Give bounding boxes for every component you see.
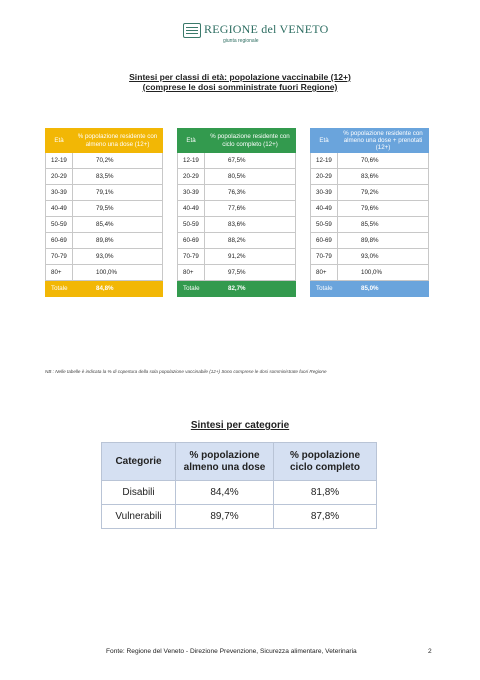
age-cell: 12-19 <box>46 153 73 169</box>
age-cell: 80+ <box>311 265 338 281</box>
region-emblem-icon <box>183 23 201 38</box>
page-title-line2: (comprese le dosi somministrate fuori Regione) <box>142 82 338 92</box>
table-row <box>311 265 429 281</box>
categories-table <box>101 442 377 529</box>
total-label: Totale <box>178 281 205 297</box>
total-label: Totale <box>311 281 338 297</box>
age-cell: 20-29 <box>46 169 73 185</box>
age-cell: 60-69 <box>178 233 205 249</box>
table-row <box>311 201 429 217</box>
table-row <box>102 481 377 505</box>
category-cell: Disabili <box>102 481 176 505</box>
value-cell: 85,4% <box>73 217 163 233</box>
value-cell: 70,6% <box>338 153 429 169</box>
value-cell: 79,5% <box>73 201 163 217</box>
category-column-header: Categorie <box>102 443 176 481</box>
value-cell: 83,6% <box>338 169 429 185</box>
total-value: 84,8% <box>73 281 163 297</box>
age-table-complete-cycle <box>177 128 296 297</box>
age-cell: 50-59 <box>311 217 338 233</box>
categories-title: Sintesi per categorie <box>190 420 290 431</box>
table-row <box>178 185 296 201</box>
total-row <box>178 281 296 297</box>
age-cell: 30-39 <box>311 185 338 201</box>
value-cell: 91,2% <box>205 249 296 265</box>
table-row <box>311 153 429 169</box>
total-row <box>311 281 429 297</box>
table-row <box>311 217 429 233</box>
value-cell: 83,6% <box>205 217 296 233</box>
value-cell: 85,5% <box>338 217 429 233</box>
table-row <box>102 505 377 529</box>
table-row <box>311 169 429 185</box>
table-row <box>311 185 429 201</box>
table-row <box>46 201 163 217</box>
value-cell: 79,6% <box>338 201 429 217</box>
value-column-header: % popolazione residente con almeno una dose (12+) <box>73 129 163 153</box>
region-logo <box>183 22 329 48</box>
value-cell: 89,8% <box>73 233 163 249</box>
age-cell: 50-59 <box>178 217 205 233</box>
total-value: 85,0% <box>338 281 429 297</box>
table-row <box>178 217 296 233</box>
age-cell: 30-39 <box>178 185 205 201</box>
age-cell: 60-69 <box>311 233 338 249</box>
footnote: NB : Nelle tabelle è indicata la % di copertura della sola popolazione vaccinabile (12+) Sono comprese le dosi somministrate fuori Regione <box>45 369 327 374</box>
age-table-dose-plus-booked <box>310 128 429 297</box>
table-row <box>311 249 429 265</box>
value-cell: 79,2% <box>338 185 429 201</box>
value-column-header: % popolazione residente con almeno una dose + prenotati (12+) <box>338 129 429 153</box>
age-cell: 70-79 <box>46 249 73 265</box>
value-cell: 76,3% <box>205 185 296 201</box>
age-column-header: Età <box>311 129 338 153</box>
age-cell: 80+ <box>178 265 205 281</box>
table-row <box>178 201 296 217</box>
value-cell: 83,5% <box>73 169 163 185</box>
complete-cell: 81,8% <box>274 481 377 505</box>
logo-name: REGIONE del VENETO <box>204 22 329 36</box>
one-dose-column-header: % popolazione almeno una dose <box>176 443 274 481</box>
logo-subtitle: giunta regionale <box>223 38 259 44</box>
value-cell: 89,8% <box>338 233 429 249</box>
table-row <box>46 169 163 185</box>
total-row <box>46 281 163 297</box>
complete-cell: 87,8% <box>274 505 377 529</box>
table-row <box>46 233 163 249</box>
age-cell: 40-49 <box>311 201 338 217</box>
value-cell: 67,5% <box>205 153 296 169</box>
age-cell: 50-59 <box>46 217 73 233</box>
category-cell: Vulnerabili <box>102 505 176 529</box>
age-cell: 80+ <box>46 265 73 281</box>
complete-column-header: % popolazione ciclo completo <box>274 443 377 481</box>
page-number: 2 <box>428 648 432 655</box>
age-table-one-dose <box>45 128 163 297</box>
table-row <box>46 217 163 233</box>
age-cell: 40-49 <box>46 201 73 217</box>
value-cell: 93,0% <box>338 249 429 265</box>
table-row <box>46 249 163 265</box>
age-cell: 60-69 <box>46 233 73 249</box>
age-cell: 20-29 <box>311 169 338 185</box>
value-cell: 97,5% <box>205 265 296 281</box>
value-cell: 77,6% <box>205 201 296 217</box>
age-column-header: Età <box>46 129 73 153</box>
value-cell: 93,0% <box>73 249 163 265</box>
table-row <box>46 265 163 281</box>
table-row <box>178 233 296 249</box>
age-column-header: Età <box>178 129 205 153</box>
table-row <box>178 249 296 265</box>
table-row <box>178 265 296 281</box>
age-cell: 30-39 <box>46 185 73 201</box>
table-row <box>178 169 296 185</box>
value-cell: 100,0% <box>338 265 429 281</box>
age-cell: 40-49 <box>178 201 205 217</box>
value-cell: 79,1% <box>73 185 163 201</box>
table-row <box>46 153 163 169</box>
value-cell: 100,0% <box>73 265 163 281</box>
table-row <box>311 233 429 249</box>
age-cell: 70-79 <box>178 249 205 265</box>
value-column-header: % popolazione residente con ciclo completo (12+) <box>205 129 296 153</box>
age-cell: 12-19 <box>311 153 338 169</box>
one-dose-cell: 84,4% <box>176 481 274 505</box>
source-footer: Fonte: Regione del Veneto - Direzione Prevenzione, Sicurezza alimentare, Veterinaria <box>106 648 357 655</box>
age-cell: 12-19 <box>178 153 205 169</box>
value-cell: 80,5% <box>205 169 296 185</box>
table-row <box>46 185 163 201</box>
table-row <box>178 153 296 169</box>
one-dose-cell: 89,7% <box>176 505 274 529</box>
value-cell: 88,2% <box>205 233 296 249</box>
total-value: 82,7% <box>205 281 296 297</box>
age-cell: 70-79 <box>311 249 338 265</box>
age-cell: 20-29 <box>178 169 205 185</box>
page-title-line1: Sintesi per classi di età: popolazione vaccinabile (12+) <box>129 72 351 82</box>
value-cell: 70,2% <box>73 153 163 169</box>
total-label: Totale <box>46 281 73 297</box>
